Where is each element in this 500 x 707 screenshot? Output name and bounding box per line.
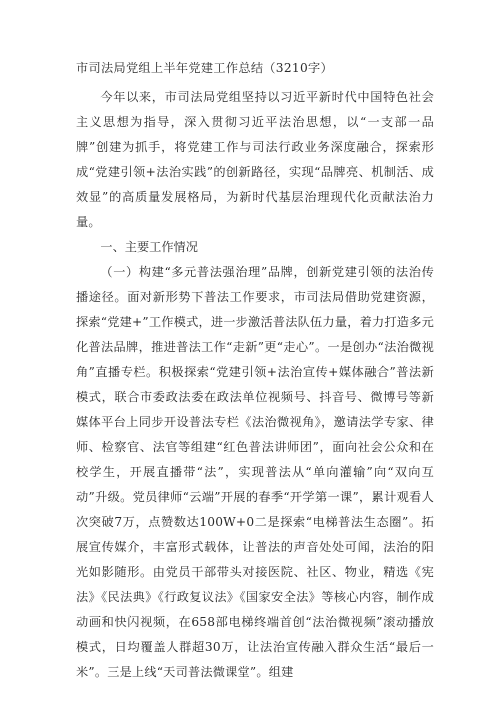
section-heading: 一、主要工作情况	[100, 240, 198, 254]
body-paragraph: （一）构建“多元普法强治理”品牌，创新党建引领的法治传播途径。面对新形势下普法工作要求，市司法局借助党建资源，探索“党建+”工作模式，进一步激活普法队伍力量，着力打造多元化普法品牌，推进普法工作“走新”更“走心”。一是创办“法治微视角”直播专栏。积极探索“党建引领+法治宣传+媒体融合”普法新模式，联合市委政法委在政法单位视频号、抖音号、微博号等新媒体平台上同步开设普法专栏《法治微视角》，邀请法学专家、律师、检察官、法官等组建“红色普法讲师团”，面向社会公众和在校学生，开展直播带“法”，实现普法从“单向灌输”向“双向互动”升级。党员律师“云端”开展的春季“开学第一课”，累计观看人次突破7万，点赞数达100W+0二是探索“电梯普法生态圈”。拓展宣传媒介，丰富形式载体，让普法的声音处处可闻，法治的阳光如影随形。由党员干部带头对接医院、社区、物业，精选《宪法》《民法典》《行政复议法》《国家安全法》等核心内容，制作成动画和快闪视频，在658部电梯终端首创“法治微视频”滚动播放模式，日均覆盖人群超30万，让法治宣传融入群众生活“最后一米”。三是上线“天司普法微课堂”。组建	[76, 265, 434, 679]
document-title: 市司法局党组上半年党建工作总结（3210字）	[76, 61, 333, 75]
document-body	[76, 60, 434, 685]
intro-paragraph: 今年以来，市司法局党组坚持以习近平新时代中国特色社会主义思想为指导，深入贯彻习近平法治思想，以“一支部一品牌”创建为抓手，将党建工作与司法行政业务深度融合，探索形成“党建引领+法治实践”的创新路径，实现“品牌亮、机制活、成效显”的高质量发展格局，为新时代基层治理现代化贡献法治力量。	[76, 90, 434, 229]
